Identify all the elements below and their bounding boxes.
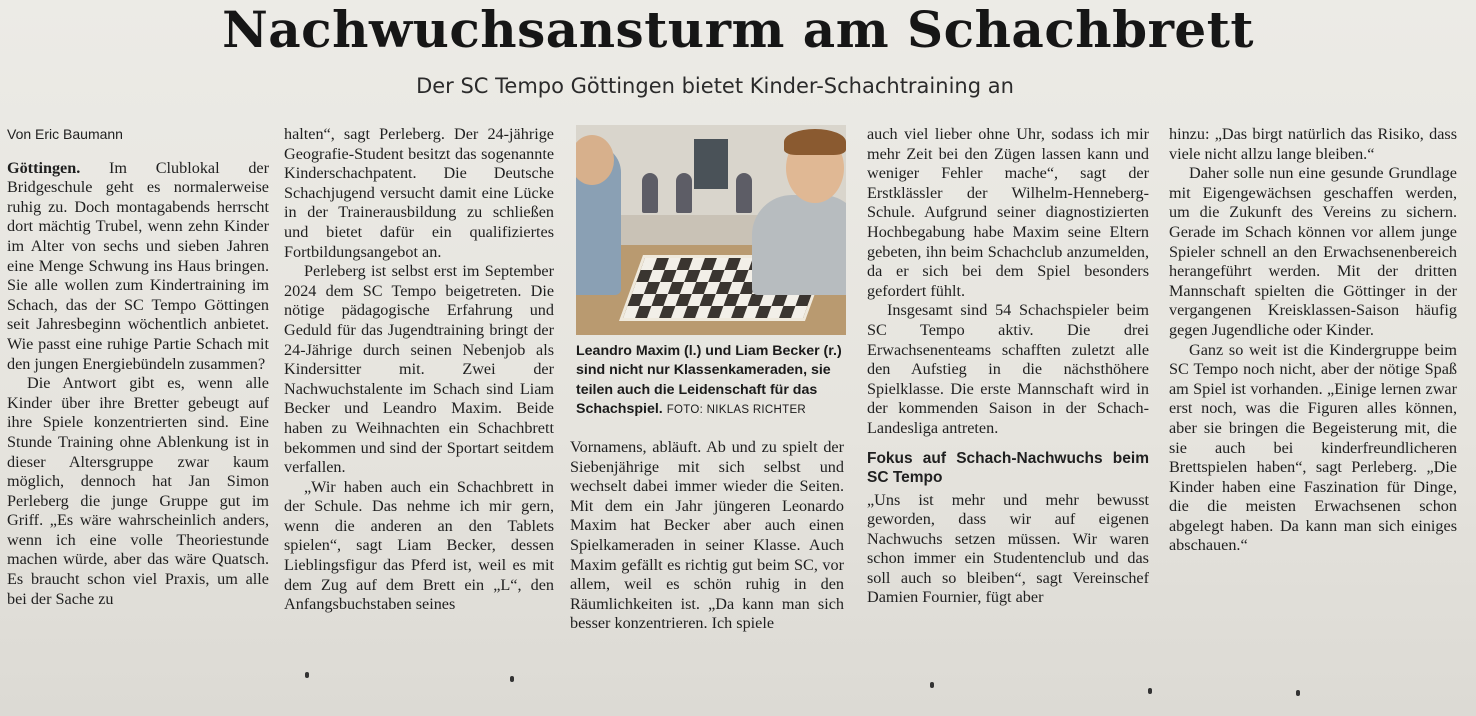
paragraph: Daher solle nun eine gesunde Grundlage mit Eigengewächsen geschaffen werden, um die Zukunft des Vereins zu sichern. Gerade im Schach können vor allem junge Spieler schnell an den Erwachsenenbereich herangeführt werden. Mit der dritten Mannschaft spielten die Göttinger in der vergangenen Kreisklassen-Saison häufig gegen Jugendliche oder Kinder. [1169,164,1457,339]
photo-window [694,139,728,189]
paragraph [7,159,269,375]
paper-speck [305,672,309,678]
paper-speck [930,682,934,688]
photo-caption [576,342,850,421]
paper-speck [1296,690,1300,696]
paragraph: hinzu: „Das birgt natürlich das Risiko, dass viele nicht allzu lange bleiben.“ [1169,125,1457,163]
subheadline: Der SC Tempo Göttingen bietet Kinder-Schachtraining an [416,74,1014,98]
paragraph: Ganz so weit ist die Kindergruppe beim SC Tempo noch nicht, aber der nötige Spaß am Spiel ist vorhanden. „Einige lernen zwar erst noch, was die Figuren alles können, aber sie bringen die Begeisterung mit, die sie auch bei kinderfreundlicheren Brettspielen haben“, sagt Perleberg. „Die Kinder haben eine Faszination für Dinge, die die meisten Erwachsenen schon abgelegt haben. Da kann man sich einiges abschauen.“ [1169,340,1457,555]
article-column-3 [570,438,844,634]
photo-child-right [752,195,846,295]
paragraph: halten“, sagt Perleberg. Der 24-jährige Geografie-Student besitzt das sogenannte Kinderschachpatent. Die Deutsche Schachjugend versucht damit eine Lücke in der Trainerausbildung zu schließen und bietet dafür ein qualifiziertes Fortbildungsangebot an. [284,125,554,261]
paper-speck [1148,688,1152,694]
paragraph: Vornamens, abläuft. Ab und zu spielt der Siebenjährige mit sich selbst und wechselt dabei immer wieder die Seiten. Mit dem ein Jahr jüngeren Leonardo Maxim hat Becker aber auch einen Spielkameraden in seiner Klasse. Auch Maxim gefällt es richtig gut beim SC, vor allem, weil es schön ruhig in den Räumlichkeiten ist. „Da kann man sich besser konzentrieren. Ich spiele [570,438,844,633]
section-subheading: Fokus auf Schach-Nachwuchs beim SC Tempo [867,449,1149,486]
article-column-5 [1169,125,1457,556]
photo-background-person [676,173,692,213]
caption-text: Leandro Maxim (l.) und Liam Becker (r.) sind nicht nur Klassenkameraden, sie teilen auch die Leidenschaft für das Schachspiel. [576,343,842,418]
paragraph: auch viel lieber ohne Uhr, sodass ich mir mehr Zeit bei den Zügen lassen kann und weniger Fehler mache“, sagt der Erstklässler der Wilhelm-Henneberg-Schule. Aufgrund seiner diagnostizierten Hochbegabung habe Maxim seine Eltern gebeten, ihn beim Schachclub anzumelden, da er sich bei dem Spiel besonders gefordert fühlt. [867,125,1149,300]
paragraph: „Uns ist mehr und mehr bewusst geworden, dass wir auf eigenen Nachwuchs setzen müssen. Wir waren schon immer ein Studentenclub und das soll auch so bleiben“, sagt Vereinschef Damien Fournier, fügt aber [867,490,1149,607]
paragraph-text: Im Clublokal der Bridgeschule geht es normalerweise ruhig zu. Doch montagabends herrscht dort mächtig Trubel, wenn zehn Kinder im Alter von sechs und sieben Jahren eine Menge Schwung ins Haus bringen. Sie alle wollen zum Kindertraining im Schach, das der SC Tempo Göttingen seit Jahresbeginn wöchentlich anbietet. Wie passt eine ruhige Partie Schach mit den jungen Energiebündeln zusammen? [7,158,269,373]
article-column-1 [7,125,269,609]
byline: Von Eric Baumann [7,126,123,142]
headline: Nachwuchsansturm am Schachbrett [222,0,1254,59]
photo-child-right-hair [784,129,846,155]
paragraph: „Wir haben auch ein Schachbrett in der Schule. Das nehme ich mir gern, wenn die anderen an den Tablets spielen“, sagt Liam Becker, dessen Lieblingsfigur das Pferd ist, weil es mit dem Zug auf dem Brett ein „L“, den Anfangsbuchstaben seines [284,477,554,614]
chess-photo [576,125,846,335]
paragraph: Die Antwort gibt es, wenn alle Kinder über ihre Bretter gebeugt auf ihre Spiele konzentrierten sind. Eine Stunde Training ohne Ablenkung ist in dieser Altersgruppe zwar kaum möglich, dennoch hat Jan Simon Perleberg die junge Gruppe gut im Griff. „Es wäre wahrscheinlich anders, wenn ich eine volle Theoriestunde machen würde, aber das wäre Quatsch. Es braucht schon viel Praxis, um alle bei der Sache zu [7,374,269,608]
paper-speck [510,676,514,682]
dateline: Göttingen. [7,158,81,177]
photo-credit: FOTO: NIKLAS RICHTER [666,404,807,417]
photo-background-person [642,173,658,213]
article-column-4 [867,125,1149,608]
article-column-2 [284,125,554,615]
paragraph: Perleberg ist selbst erst im September 2024 dem SC Tempo beigetreten. Die nötige pädagogische Erfahrung und Geduld für das Jugendtraining bringt der 24-Jährige durch seinen Nebenjob als Kindersitter mit. Zwei der Nachwuchstalente im Schach sind Liam Becker und Leandro Maxim. Beide haben zu Weihnachten ein Schachbrett bekommen und sind der Sportart seitdem verfallen. [284,262,554,477]
photo-background-person [736,173,752,213]
paragraph: Insgesamt sind 54 Schachspieler beim SC Tempo aktiv. Die drei Erwachsenenteams schafften zuletzt alle den Aufstieg in die nächsthöhere Spielklasse. Die erste Mannschaft wird in der kommenden Saison in der Schach-Landesliga antreten. [867,301,1149,437]
